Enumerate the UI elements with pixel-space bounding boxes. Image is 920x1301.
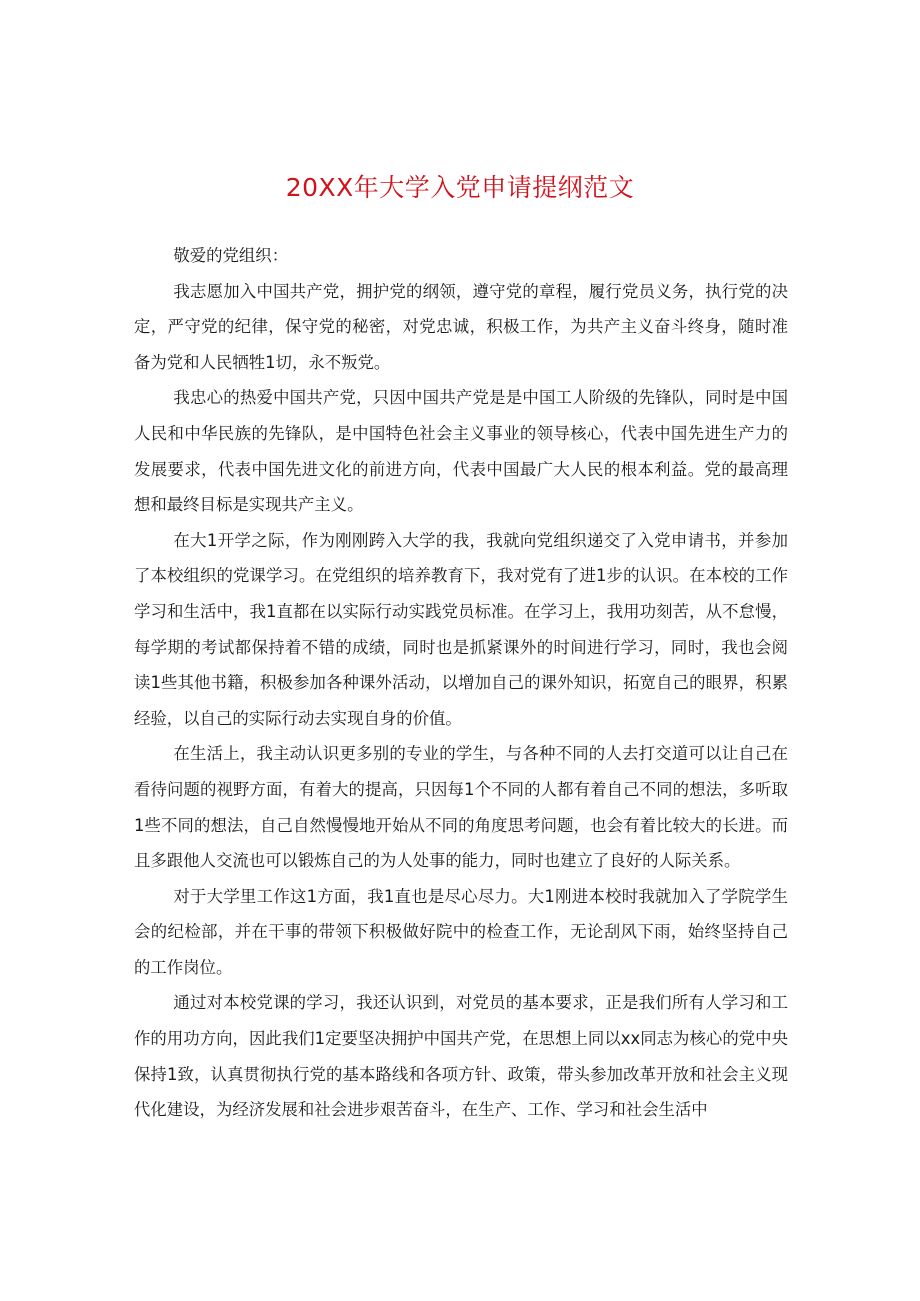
paragraph-5: 对于大学里工作这1方面，我1直也是尽心尽力。大1刚进本校时我就加入了学院学生会的纪检部，并在干事的带领下积极做好院中的检查工作，无论刮风下雨，始终坚持自己的工作岗位。 [134, 886, 788, 977]
salutation: 敬爱的党组织： [173, 246, 289, 265]
paragraph-1: 我志愿加入中国共产党，拥护党的纲领，遵守党的章程，履行党员义务，执行党的决定，严守党的纪律，保守党的秘密，对党忠诚，积极工作，为共产主义奋斗终身，随时准备为党和人民牺牲1切，永不叛党。 [134, 281, 788, 372]
paragraph-2: 我忠心的热爱中国共产党，只因中国共产党是是中国工人阶级的先锋队，同时是中国人民和中华民族的先锋队，是中国特色社会主义事业的领导核心，代表中国先进生产力的发展要求，代表中国先进文化的前进方向，代表中国最广大人民的根本利益。党的最高理想和最终目标是实现共产主义。 [134, 388, 788, 515]
document-body [134, 238, 788, 1128]
paragraph-4: 在生活上，我主动认识更多别的专业的学生，与各种不同的人去打交道可以让自己在看待问题的视野方面，有着大的提高，只因每1个不同的人都有着自己不同的想法，多听取1些不同的想法，自己自然慢慢地开始从不同的角度思考问题，也会有着比较大的长进。而且多跟他人交流也可以锻炼自己的为人处事的能力，同时也建立了良好的人际关系。 [134, 744, 788, 871]
document-title: 20XX年大学入党申请提纲范文 [285, 173, 635, 202]
paragraph-3: 在大1开学之际，作为刚刚跨入大学的我，我就向党组织递交了入党申请书，并参加了本校组织的党课学习。在党组织的培养教育下，我对党有了进1步的认识。在本校的工作学习和生活中，我1直都在以实际行动实践党员标准。在学习上，我用功刻苦，从不怠慢，每学期的考试都保持着不错的成绩，同时也是抓紧课外的时间进行学习，同时，我也会阅读1些其他书籍，积极参加各种课外活动，以增加自己的课外知识，拓宽自己的眼界，积累经验，以自己的实际行动去实现自身的价值。 [134, 530, 788, 728]
paragraph-6: 通过对本校党课的学习，我还认识到，对党员的基本要求，正是我们所有人学习和工作的用功方向，因此我们1定要坚决拥护中国共产党，在思想上同以xx同志为核心的党中央保持1致，认真贯彻执行党的基本路线和各项方针、政策，带头参加改革开放和社会主义现代化建设，为经济发展和社会进步艰苦奋斗，在生产、工作、学习和社会生活中 [134, 993, 788, 1120]
